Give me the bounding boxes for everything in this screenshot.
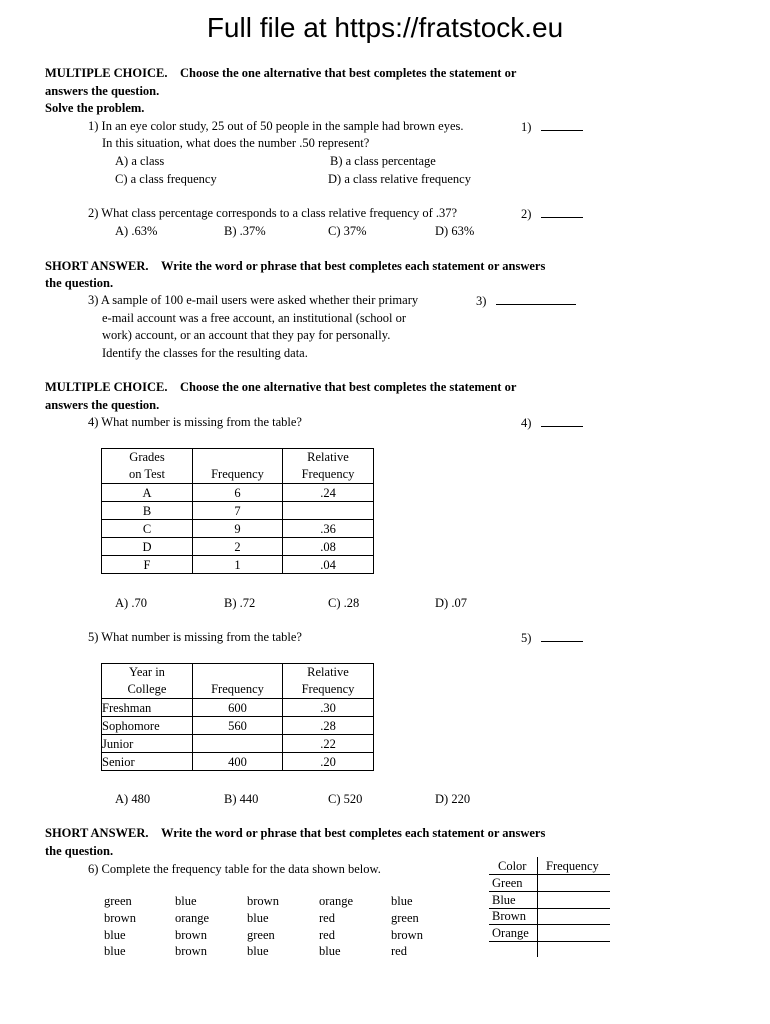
section-sa2-instr: Write the word or phrase that best completes each statement or answers [161, 826, 546, 840]
q6-row-brown: Brown [492, 909, 527, 923]
q6-data-r1c3: brown [247, 894, 279, 908]
q6-data-r2c1: brown [104, 911, 136, 925]
q6-table-rule [489, 924, 610, 925]
table-row: Freshman 600 .30 [102, 699, 374, 717]
q4-header-grades: Grades on Test [102, 449, 193, 484]
q1-answer-blank[interactable] [521, 119, 583, 135]
q2-option-b: B) .37% [224, 224, 266, 238]
q6-data-r4c3: blue [247, 944, 269, 958]
q3-line1: 3) A sample of 100 e-mail users were asked whether their primary [88, 293, 419, 307]
q5-header-frequency: Frequency [193, 664, 283, 699]
section-sa2-heading [45, 826, 545, 841]
q5-number: 5) [521, 631, 532, 645]
q4-missing-cell [283, 502, 374, 520]
q6-data-r3c2: brown [175, 928, 207, 942]
q4-header-relative-frequency: Relative Frequency [283, 449, 374, 484]
q6-data-r1c2: blue [175, 894, 197, 908]
table-row: D 2 .08 [102, 538, 374, 556]
q1-line1: 1) In an eye color study, 25 out of 50 people in the sample had brown eyes. [88, 119, 464, 133]
q4-option-a: A) .70 [115, 596, 147, 610]
q2-option-d: D) 63% [435, 224, 475, 238]
q5-option-b: B) 440 [224, 792, 259, 806]
table-row: A 6 .24 [102, 484, 374, 502]
section-sa1-type: SHORT ANSWER. [45, 259, 149, 273]
q2-option-a: A) .63% [115, 224, 158, 238]
q5-answer-blank[interactable] [521, 630, 583, 646]
section-sa1-instr: Write the word or phrase that best completes each statement or answers [161, 259, 546, 273]
q2-answer-blank[interactable] [521, 206, 583, 222]
section-mc1-type: MULTIPLE CHOICE. [45, 66, 168, 80]
q6-data-r2c3: blue [247, 911, 269, 925]
q6-data-r2c5: green [391, 911, 419, 925]
q6-table-rule [489, 874, 610, 875]
q6-row-green: Green [492, 876, 523, 890]
q6-data-r1c4: orange [319, 894, 354, 908]
section-sa2-type: SHORT ANSWER. [45, 826, 149, 840]
q1-option-c: C) a class frequency [115, 172, 217, 186]
q6-data-r3c3: green [247, 928, 275, 942]
q1-option-d: D) a class relative frequency [328, 172, 471, 186]
q6-data-r3c4: red [319, 928, 335, 942]
q4-option-b: B) .72 [224, 596, 256, 610]
q4-header-frequency: Frequency [193, 449, 283, 484]
q3-line3: work) account, or an account that they pay for personally. [102, 328, 391, 342]
q6-data-r4c5: red [391, 944, 407, 958]
q6-data-r1c1: green [104, 894, 132, 908]
q2-option-c: C) 37% [328, 224, 367, 238]
q5-text: 5) What number is missing from the table? [88, 630, 302, 644]
q6-data-r1c5: blue [391, 894, 413, 908]
q1-option-a: A) a class [115, 154, 165, 168]
q6-header-frequency: Frequency [546, 859, 599, 873]
q4-table-header [102, 449, 374, 484]
table-row: Senior 400 .20 [102, 753, 374, 771]
table-row: Sophomore 560 .28 [102, 717, 374, 735]
q3-answer-blank[interactable] [476, 293, 576, 309]
section-sa1-instr2: the question. [45, 276, 114, 290]
q5-header-year: Year in College [102, 664, 193, 699]
q6-text: 6) Complete the frequency table for the data shown below. [88, 862, 381, 876]
q4-answer-blank[interactable] [521, 415, 583, 431]
section-sa2-instr2: the question. [45, 844, 114, 858]
q3-number: 3) [476, 294, 487, 308]
q4-table [101, 448, 374, 574]
q1-option-b: B) a class percentage [330, 154, 436, 168]
section-mc1-solve: Solve the problem. [45, 101, 145, 115]
section-mc2-heading [45, 380, 516, 395]
q3-line4: Identify the classes for the resulting data. [102, 346, 308, 360]
section-mc1-instr: Choose the one alternative that best completes the statement or [179, 66, 517, 80]
section-mc2-type: MULTIPLE CHOICE. [45, 380, 168, 394]
q6-data-r3c1: blue [104, 928, 126, 942]
q6-data-r4c2: brown [175, 944, 207, 958]
section-mc1-instr2: answers the question. [45, 84, 160, 98]
q5-header-relative-frequency: Relative Frequency [283, 664, 374, 699]
banner-title: Full file at https://fratstock.eu [206, 12, 564, 43]
q4-option-c: C) .28 [328, 596, 360, 610]
q3-line2: e-mail account was a free account, an institutional (school or [102, 311, 407, 325]
q1-line2: In this situation, what does the number .50 represent? [102, 136, 370, 150]
q6-data-r4c4: blue [319, 944, 341, 958]
q6-data-r3c5: brown [391, 928, 423, 942]
section-sa1-heading [45, 259, 545, 274]
q1-number: 1) [521, 120, 532, 134]
section-mc2-instr2: answers the question. [45, 398, 160, 412]
q5-table [101, 663, 374, 771]
table-row: Junior .22 [102, 735, 374, 753]
table-row: F 1 .04 [102, 556, 374, 574]
q5-option-a: A) 480 [115, 792, 151, 806]
q6-data-r2c4: red [319, 911, 335, 925]
q5-missing-cell [193, 735, 283, 753]
q6-data-r4c1: blue [104, 944, 126, 958]
q4-text: 4) What number is missing from the table? [88, 415, 302, 429]
q4-option-d: D) .07 [435, 596, 467, 610]
q6-table-divider [537, 857, 538, 957]
q2-number: 2) [521, 207, 532, 221]
q5-table-header [102, 664, 374, 699]
q5-option-c: C) 520 [328, 792, 363, 806]
q6-header-color: Color [498, 859, 527, 873]
section-mc2-instr: Choose the one alternative that best completes the statement or [179, 380, 517, 394]
q6-table-rule [489, 941, 610, 942]
q6-data-r2c2: orange [175, 911, 210, 925]
q6-row-blue: Blue [492, 893, 516, 907]
q6-row-orange: Orange [492, 926, 529, 940]
q2-text: 2) What class percentage corresponds to a class relative frequency of .37? [88, 206, 458, 220]
q6-table-rule [489, 891, 610, 892]
table-row: B 7 [102, 502, 374, 520]
q4-number: 4) [521, 416, 532, 430]
q5-option-d: D) 220 [435, 792, 471, 806]
section-mc1-heading [45, 66, 516, 81]
table-row: C 9 .36 [102, 520, 374, 538]
